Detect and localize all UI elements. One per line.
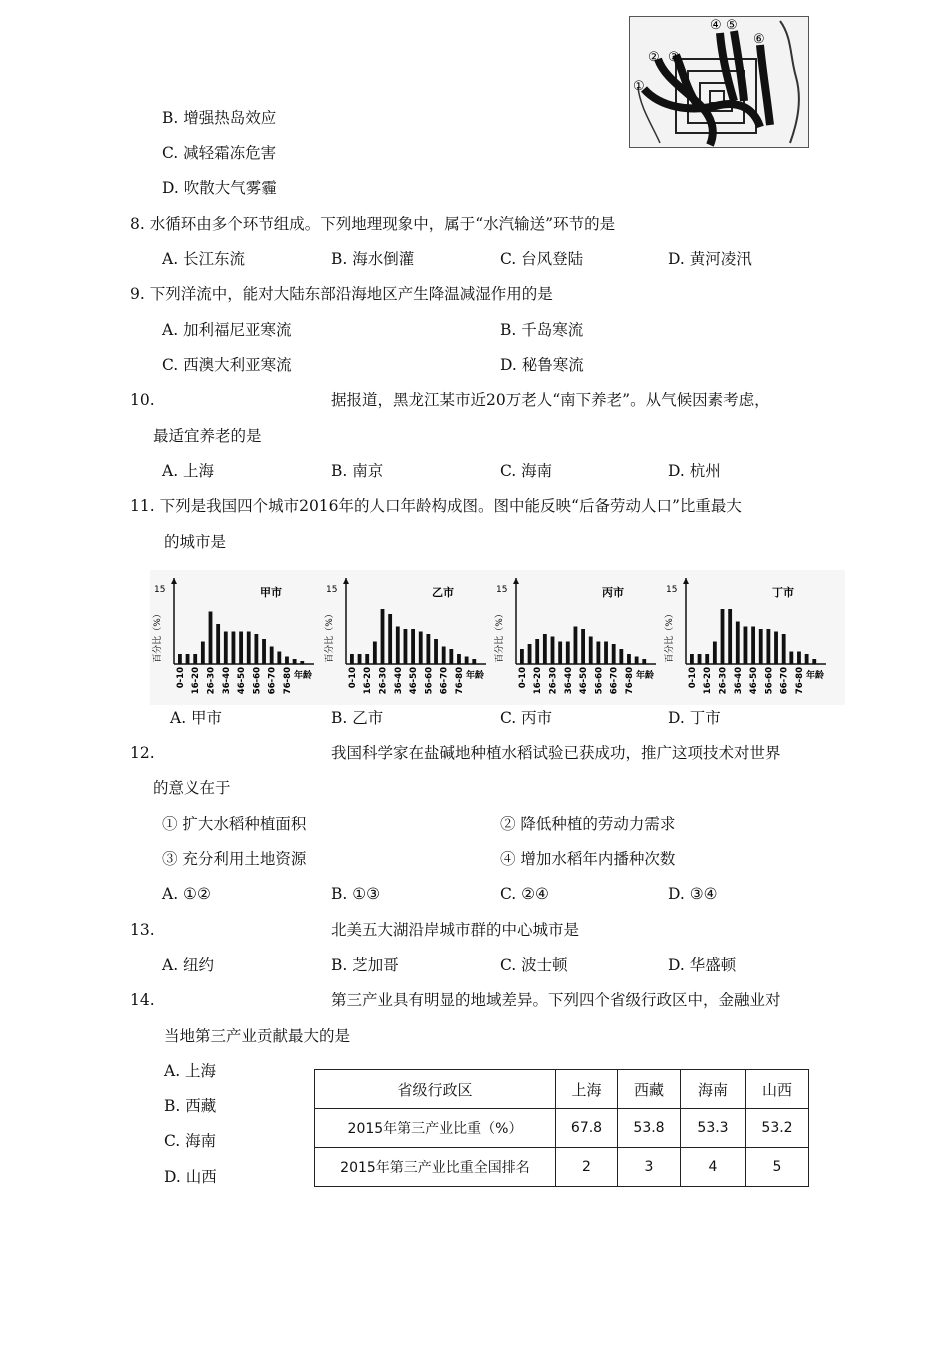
age-bar <box>789 652 793 665</box>
x-tick-label: 26-30 <box>206 667 217 695</box>
x-tick-label: 76-80 <box>282 667 293 695</box>
q13-option-c: C. 波士顿 <box>500 956 568 974</box>
table-cell: 67.8 <box>556 1109 618 1148</box>
x-tick-label: 66-70 <box>439 667 450 695</box>
city-map-drawing <box>630 17 808 147</box>
age-bar <box>736 622 740 665</box>
q14-option-c: C. 海南 <box>164 1132 217 1150</box>
age-bar <box>774 632 778 665</box>
age-chart-ding-title: 丁市 <box>772 586 794 599</box>
table-cell: 3 <box>618 1148 681 1187</box>
age-bar <box>178 654 182 664</box>
map-marker-4: ④ <box>710 18 722 33</box>
table-cell: 4 <box>681 1148 746 1187</box>
x-tick-label: 36-40 <box>733 667 744 695</box>
age-bar <box>721 609 725 664</box>
age-bar <box>581 629 585 664</box>
age-bar <box>232 632 236 665</box>
q8-stem: 8. 水循环由多个环节组成。下列地理现象中，属于“水汽输送”环节的是 <box>130 215 616 233</box>
map-marker-3: ③ <box>668 50 680 65</box>
age-bar <box>365 654 369 664</box>
age-bar <box>239 632 243 665</box>
y-axis-arrow <box>513 578 519 584</box>
map-marker-5: ⑤ <box>726 18 738 33</box>
q14-number: 14. <box>130 991 155 1009</box>
x-tick-label: 16-20 <box>533 667 544 695</box>
q8-option-b: B. 海水倒灌 <box>331 250 415 268</box>
y-axis-arrow <box>343 578 349 584</box>
q12-stem-continued: 的意义在于 <box>153 779 231 797</box>
x-tick-label: 0-10 <box>687 667 698 689</box>
x-tick-label: 26-30 <box>718 667 729 695</box>
q13-option-a: A. 纽约 <box>162 956 215 974</box>
age-bar <box>535 639 539 664</box>
q13-stem: 北美五大湖沿岸城市群的中心城市是 <box>331 921 580 939</box>
y-tick-label: 15 <box>154 585 166 595</box>
q7-option-d: D. 吹散大气雾霾 <box>162 179 277 197</box>
table-row <box>315 1109 809 1148</box>
x-tick-label: 56-60 <box>594 667 605 695</box>
age-chart-yi-title: 乙市 <box>432 586 454 599</box>
age-bar <box>627 654 631 664</box>
age-bar <box>224 632 228 665</box>
x-tick-label: 66-70 <box>267 667 278 695</box>
q12-option-c: C. ②④ <box>500 885 549 903</box>
q9-option-d: D. 秘鲁寒流 <box>500 356 584 374</box>
age-bar <box>528 644 532 664</box>
x-tick-label: 66-70 <box>609 667 620 695</box>
age-bar <box>419 632 423 665</box>
q9-option-b: B. 千岛寒流 <box>500 321 584 339</box>
age-bar <box>193 654 197 664</box>
x-tick-label: 0-10 <box>517 667 528 689</box>
x-tick-label: 0-10 <box>175 667 186 689</box>
q14-option-b: B. 西藏 <box>164 1097 217 1115</box>
x-tick-label: 56-60 <box>764 667 775 695</box>
x-tick-label: 46-50 <box>749 667 760 695</box>
q8-option-a: A. 长江东流 <box>162 250 246 268</box>
age-bar <box>373 642 377 665</box>
age-bar <box>457 654 461 664</box>
tertiary-industry-table <box>314 1069 809 1187</box>
age-chart-bing-title: 丙市 <box>602 586 624 599</box>
q12-option-b: B. ①③ <box>331 885 381 903</box>
map-railway-6 <box>760 45 770 125</box>
age-bar <box>209 612 213 665</box>
table-cell: 53.2 <box>746 1109 809 1148</box>
age-bar <box>449 649 453 664</box>
age-bar <box>604 642 608 665</box>
age-bar <box>300 661 304 664</box>
table-cell: 2015年第三产业比重全国排名 <box>315 1148 556 1187</box>
age-chart-jia-svg <box>150 570 320 705</box>
q12-option-d: D. ③④ <box>668 885 718 903</box>
table-header-cell: 西藏 <box>618 1070 681 1109</box>
x-tick-label: 36-40 <box>563 667 574 695</box>
q11-option-b: B. 乙市 <box>331 709 384 727</box>
age-bar <box>589 637 593 665</box>
age-bar <box>262 639 266 664</box>
age-chart-yi <box>322 570 492 705</box>
age-bar <box>744 627 748 665</box>
table-cell: 2 <box>556 1148 618 1187</box>
x-tick-label: 76-80 <box>454 667 465 695</box>
map-marker-1: ① <box>633 79 645 94</box>
age-bar <box>411 629 415 664</box>
q12-number: 12. <box>130 744 155 762</box>
table-header-cell: 海南 <box>681 1070 746 1109</box>
city-map-figure <box>629 16 809 148</box>
q12-stem: 我国科学家在盐碱地种植水稻试验已获成功，推广这项技术对世界 <box>331 744 781 762</box>
age-bar <box>782 634 786 664</box>
age-bar <box>293 659 297 664</box>
q11-option-d: D. 丁市 <box>668 709 721 727</box>
age-bar <box>690 654 694 664</box>
q12-statement-3: ③ 充分利用土地资源 <box>162 850 307 868</box>
age-bar <box>388 614 392 664</box>
y-axis-label: 百分比（%） <box>325 609 335 663</box>
y-axis-label: 百分比（%） <box>495 609 505 663</box>
age-bar <box>805 654 809 664</box>
x-axis-label: 年龄 <box>636 671 655 681</box>
age-bar <box>612 644 616 664</box>
age-bar <box>465 657 469 665</box>
q14-option-a: A. 上海 <box>164 1062 217 1080</box>
q7-option-b: B. 增强热岛效应 <box>162 109 277 127</box>
age-bar <box>381 609 385 664</box>
q8-option-c: C. 台风登陆 <box>500 250 584 268</box>
y-axis-label: 百分比（%） <box>665 609 675 663</box>
q12-option-a: A. ①② <box>162 885 211 903</box>
age-chart-jia <box>150 570 320 705</box>
x-tick-label: 46-50 <box>237 667 248 695</box>
age-bar <box>186 654 190 664</box>
age-bar <box>277 652 281 665</box>
age-bar <box>551 637 555 665</box>
y-axis-arrow <box>683 578 689 584</box>
map-marker-6: ⑥ <box>753 32 765 47</box>
table-header-cell: 山西 <box>746 1070 809 1109</box>
age-bar <box>254 634 258 664</box>
age-bar <box>596 642 600 665</box>
q10-option-b: B. 南京 <box>331 462 384 480</box>
age-bar <box>404 629 408 664</box>
q13-number: 13. <box>130 921 155 939</box>
x-tick-label: 46-50 <box>579 667 590 695</box>
x-tick-label: 76-80 <box>794 667 805 695</box>
age-bar <box>270 647 274 665</box>
q9-option-a: A. 加利福尼亚寒流 <box>162 321 292 339</box>
age-chart-bing <box>492 570 662 705</box>
age-chart-yi-svg <box>322 570 492 705</box>
x-tick-label: 26-30 <box>548 667 559 695</box>
map-railway-5 <box>734 31 744 101</box>
x-axis-label: 年龄 <box>294 671 313 681</box>
map-river-line <box>780 21 799 143</box>
q10-option-c: C. 海南 <box>500 462 553 480</box>
x-axis-label: 年龄 <box>466 671 485 681</box>
q9-stem: 9. 下列洋流中，能对大陆东部沿海地区产生降温减湿作用的是 <box>130 285 553 303</box>
y-tick-label: 15 <box>496 585 508 595</box>
age-bar <box>442 647 446 665</box>
q11-stem-continued: 的城市是 <box>164 533 227 551</box>
x-axis-label: 年龄 <box>806 671 825 681</box>
x-tick-label: 36-40 <box>393 667 404 695</box>
q12-statement-4: ④ 增加水稻年内播种次数 <box>500 850 676 868</box>
age-bar <box>285 657 289 665</box>
x-tick-label: 16-20 <box>363 667 374 695</box>
map-marker-2: ② <box>648 50 660 65</box>
population-age-charts <box>150 570 845 705</box>
x-tick-label: 56-60 <box>424 667 435 695</box>
table-cell: 53.3 <box>681 1109 746 1148</box>
age-bar <box>812 659 816 664</box>
age-bar <box>426 634 430 664</box>
table-cell: 5 <box>746 1148 809 1187</box>
q10-number: 10. <box>130 391 155 409</box>
table-cell: 53.8 <box>618 1109 681 1148</box>
q14-option-d: D. 山西 <box>164 1168 217 1186</box>
table-cell: 2015年第三产业比重（%） <box>315 1109 556 1148</box>
x-tick-label: 0-10 <box>347 667 358 689</box>
y-tick-label: 15 <box>326 585 338 595</box>
table-header-cell: 上海 <box>556 1070 618 1109</box>
age-bar <box>216 624 220 664</box>
q10-option-a: A. 上海 <box>162 462 215 480</box>
table-header-cell: 省级行政区 <box>315 1070 556 1109</box>
q11-stem: 11. 下列是我国四个城市2016年的人口年龄构成图。图中能反映“后备劳动人口”比重最大 <box>130 497 742 515</box>
q11-option-c: C. 丙市 <box>500 709 553 727</box>
x-tick-label: 16-20 <box>191 667 202 695</box>
q13-option-d: D. 华盛顿 <box>668 956 737 974</box>
age-bar <box>358 654 362 664</box>
age-bar <box>698 654 702 664</box>
x-tick-label: 36-40 <box>221 667 232 695</box>
age-bar <box>396 627 400 665</box>
age-bar <box>543 634 547 664</box>
age-bar <box>713 642 717 665</box>
q10-stem-continued: 最适宜养老的是 <box>153 427 262 445</box>
age-bar <box>574 627 578 665</box>
age-bar <box>434 639 438 664</box>
q12-statement-2: ② 降低种植的劳动力需求 <box>500 815 676 833</box>
age-bar <box>642 659 646 664</box>
age-bar <box>751 627 755 665</box>
x-tick-label: 26-30 <box>378 667 389 695</box>
q9-option-c: C. 西澳大利亚寒流 <box>162 356 292 374</box>
age-bar <box>566 642 570 665</box>
age-chart-ding-svg <box>662 570 832 705</box>
table-header-row <box>315 1070 809 1109</box>
q10-option-d: D. 杭州 <box>668 462 721 480</box>
x-tick-label: 56-60 <box>252 667 263 695</box>
q7-option-c: C. 减轻霜冻危害 <box>162 144 277 162</box>
age-bar <box>797 652 801 665</box>
age-bar <box>558 642 562 665</box>
age-bar <box>766 629 770 664</box>
y-tick-label: 15 <box>666 585 678 595</box>
q12-statement-1: ① 扩大水稻种植面积 <box>162 815 307 833</box>
q8-option-d: D. 黄河凌汛 <box>668 250 752 268</box>
age-bar <box>247 632 251 665</box>
age-bar <box>619 649 623 664</box>
age-bar <box>350 654 354 664</box>
q10-stem: 据报道，黑龙江某市近20万老人“南下养老”。从气候因素考虑， <box>331 391 770 409</box>
age-bar <box>520 649 524 664</box>
age-bar <box>728 609 732 664</box>
x-tick-label: 76-80 <box>624 667 635 695</box>
age-bar <box>705 654 709 664</box>
x-tick-label: 16-20 <box>703 667 714 695</box>
age-bar <box>759 629 763 664</box>
age-bar <box>201 642 205 665</box>
y-axis-arrow <box>171 578 177 584</box>
age-chart-ding <box>662 570 832 705</box>
x-tick-label: 46-50 <box>409 667 420 695</box>
table-row <box>315 1148 809 1187</box>
x-tick-label: 66-70 <box>779 667 790 695</box>
q14-stem-continued: 当地第三产业贡献最大的是 <box>164 1027 351 1045</box>
age-bar <box>472 659 476 664</box>
q13-option-b: B. 芝加哥 <box>331 956 399 974</box>
q11-option-a: A. 甲市 <box>170 709 223 727</box>
y-axis-label: 百分比（%） <box>153 609 163 663</box>
age-chart-jia-title: 甲市 <box>260 586 282 599</box>
q14-stem: 第三产业具有明显的地域差异。下列四个省级行政区中，金融业对 <box>331 991 781 1009</box>
age-chart-bing-svg <box>492 570 662 705</box>
age-bar <box>635 657 639 665</box>
